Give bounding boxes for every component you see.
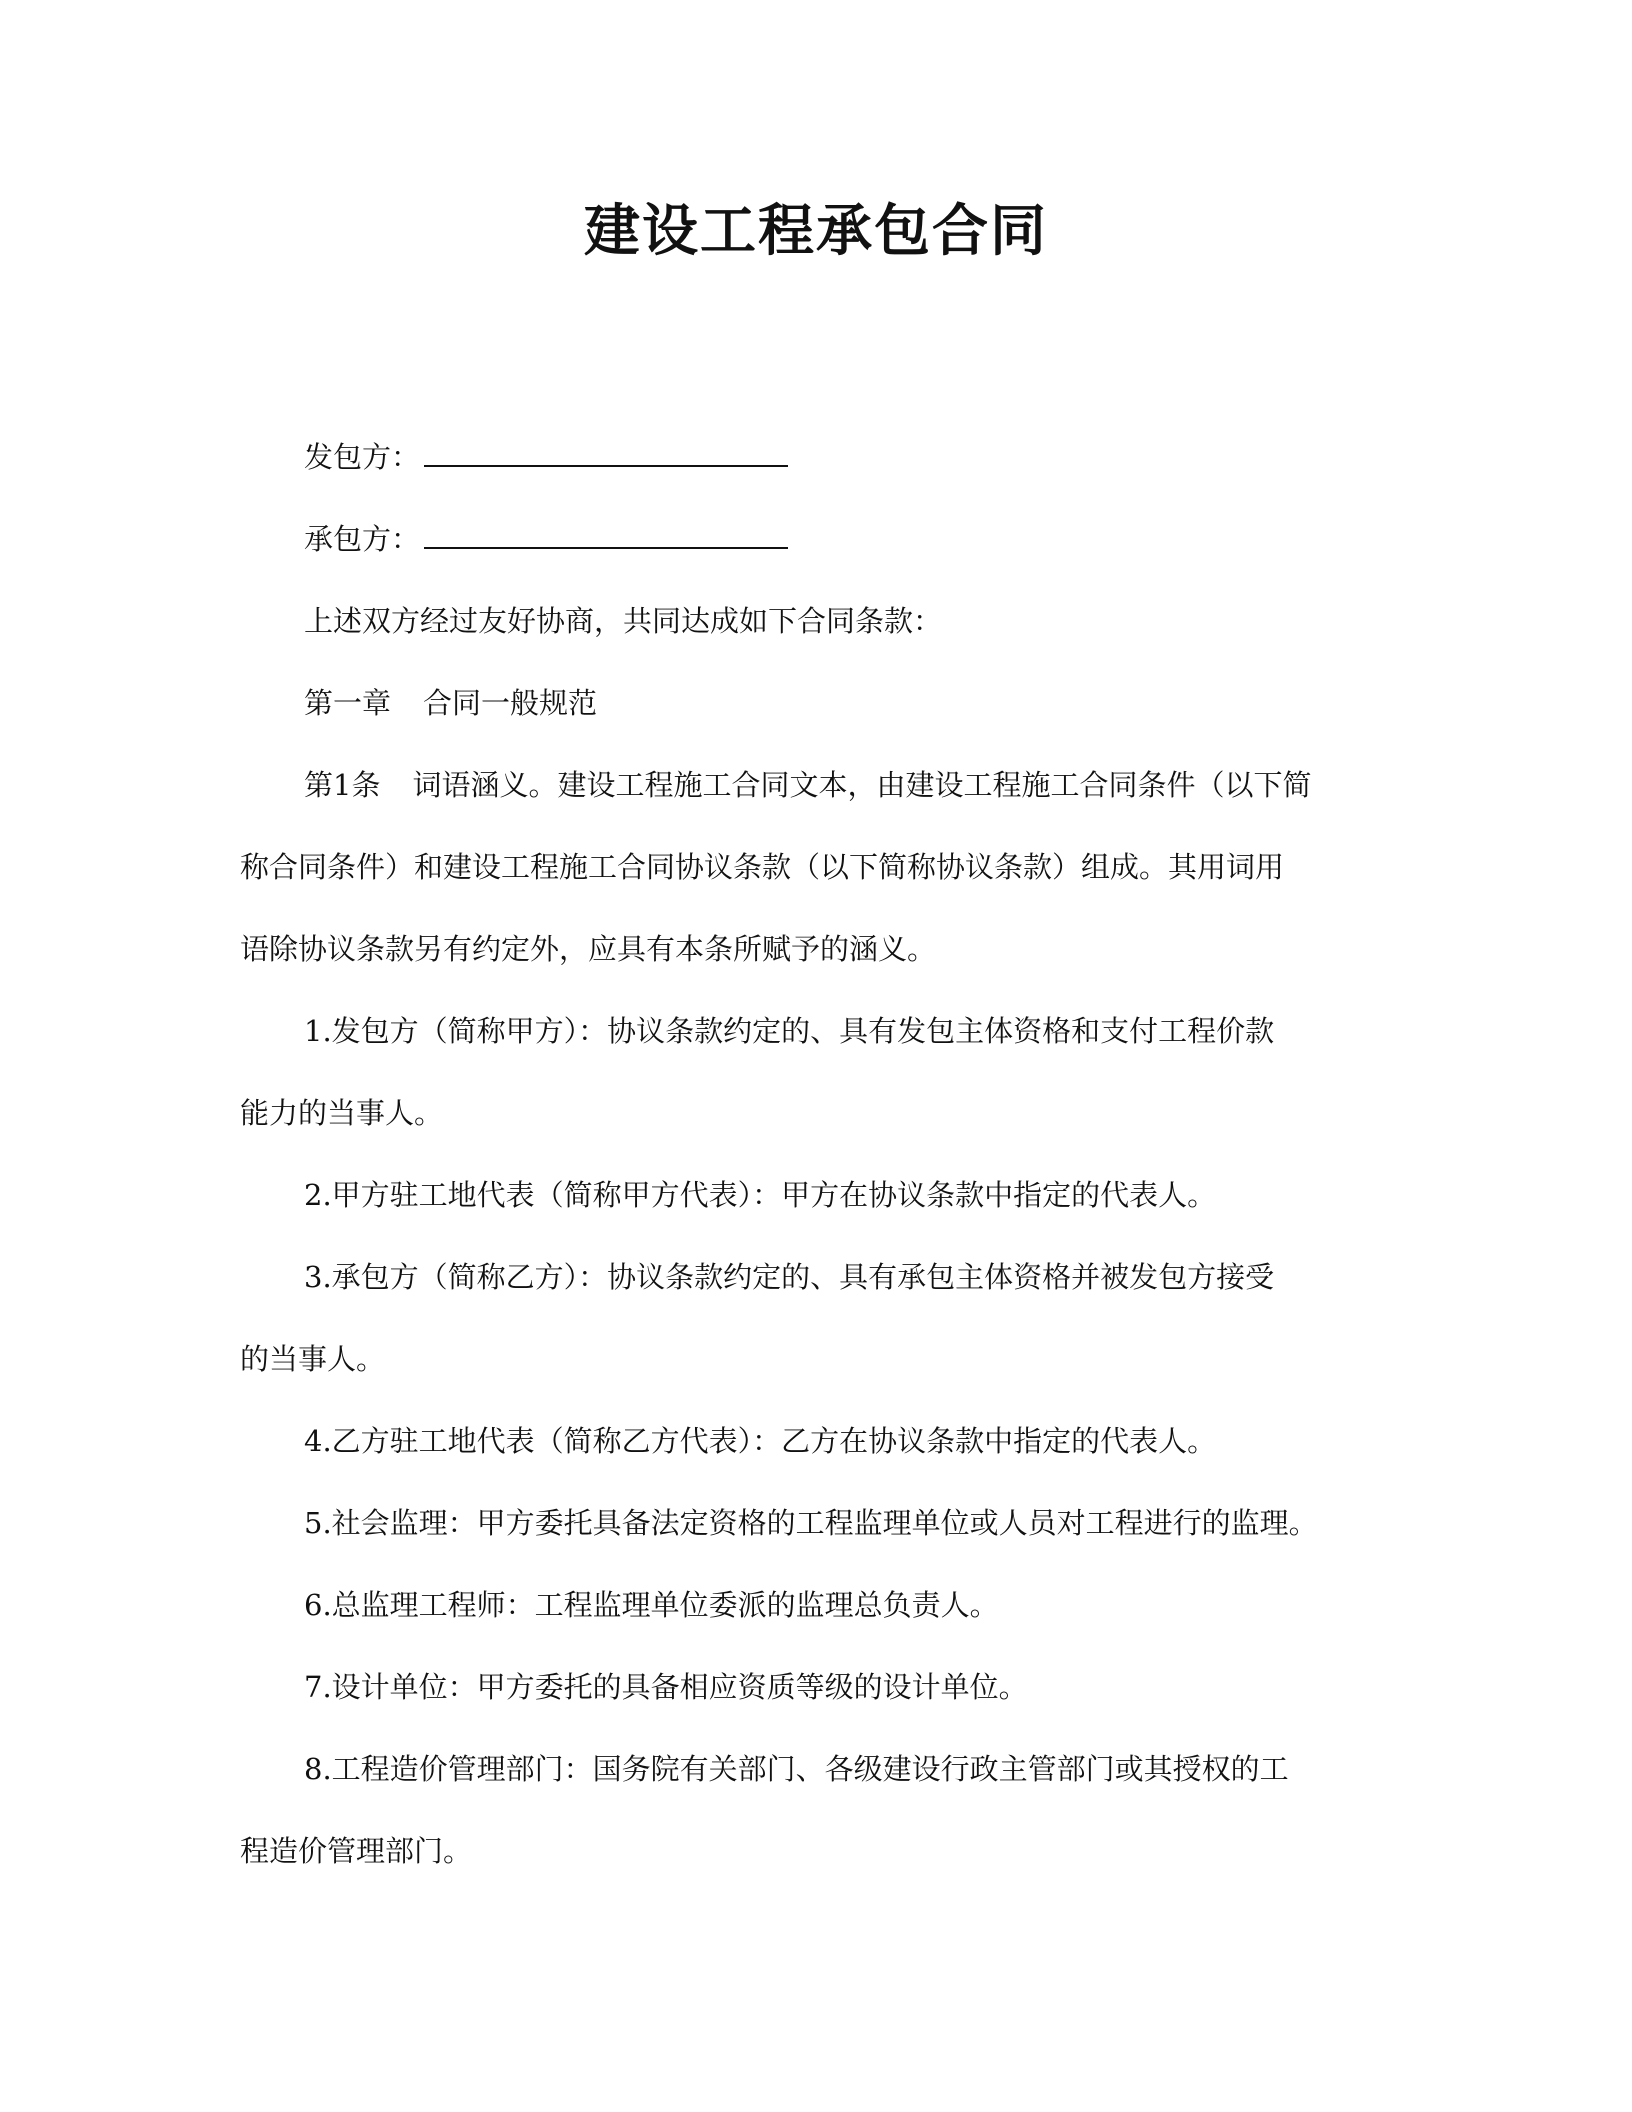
item-3-line-2: 的当事人。 xyxy=(240,1342,386,1376)
article-1-line-1 xyxy=(240,744,1400,826)
employer-label: 发包方： xyxy=(304,440,421,474)
document-title: 建设工程承包合同 xyxy=(584,199,1048,264)
item-6-line-1: 6.总监理工程师：工程监理单位委派的监理总负责人。 xyxy=(304,1588,999,1622)
chapter-heading xyxy=(240,662,1400,744)
article-1-number: 第1条 xyxy=(304,768,381,802)
item-8-line-2: 程造价管理部门。 xyxy=(240,1834,473,1868)
chapter-name: 合同一般规范 xyxy=(423,686,598,720)
article-1-line-2: 称合同条件）和建设工程施工合同协议条款（以下简称协议条款）组成。其用词用 xyxy=(240,850,1285,884)
document-body xyxy=(240,416,1400,1892)
item-2-line-1: 2.甲方驻工地代表（简称甲方代表）：甲方在协议条款中指定的代表人。 xyxy=(304,1178,1217,1212)
article-1-line-3: 语除协议条款另有约定外，应具有本条所赋予的涵义。 xyxy=(240,932,937,966)
item-1-line-2: 能力的当事人。 xyxy=(240,1096,444,1130)
item-3-line-1: 3.承包方（简称乙方）：协议条款约定的、具有承包主体资格并被发包方接受 xyxy=(304,1260,1275,1294)
employer-line xyxy=(240,416,1400,498)
item-7-line-1: 7.设计单位：甲方委托的具备相应资质等级的设计单位。 xyxy=(304,1670,1028,1704)
item-5-line-1: 5.社会监理：甲方委托具备法定资格的工程监理单位或人员对工程进行的监理。 xyxy=(304,1506,1318,1540)
item-8-line-1: 8.工程造价管理部门：国务院有关部门、各级建设行政主管部门或其授权的工 xyxy=(304,1752,1289,1786)
contractor-blank xyxy=(424,517,788,549)
item-1-line-1: 1.发包方（简称甲方）：协议条款约定的、具有发包主体资格和支付工程价款 xyxy=(304,1014,1275,1048)
employer-blank xyxy=(424,435,788,467)
item-4-line-1: 4.乙方驻工地代表（简称乙方代表）：乙方在协议条款中指定的代表人。 xyxy=(304,1424,1217,1458)
chapter-number: 第一章 xyxy=(304,686,392,720)
article-1-text: 词语涵义。建设工程施工合同文本，由建设工程施工合同条件（以下简 xyxy=(412,768,1312,802)
contractor-line xyxy=(240,498,1400,580)
contractor-label: 承包方： xyxy=(304,522,421,556)
intro-paragraph: 上述双方经过友好协商，共同达成如下合同条款： xyxy=(304,604,943,638)
